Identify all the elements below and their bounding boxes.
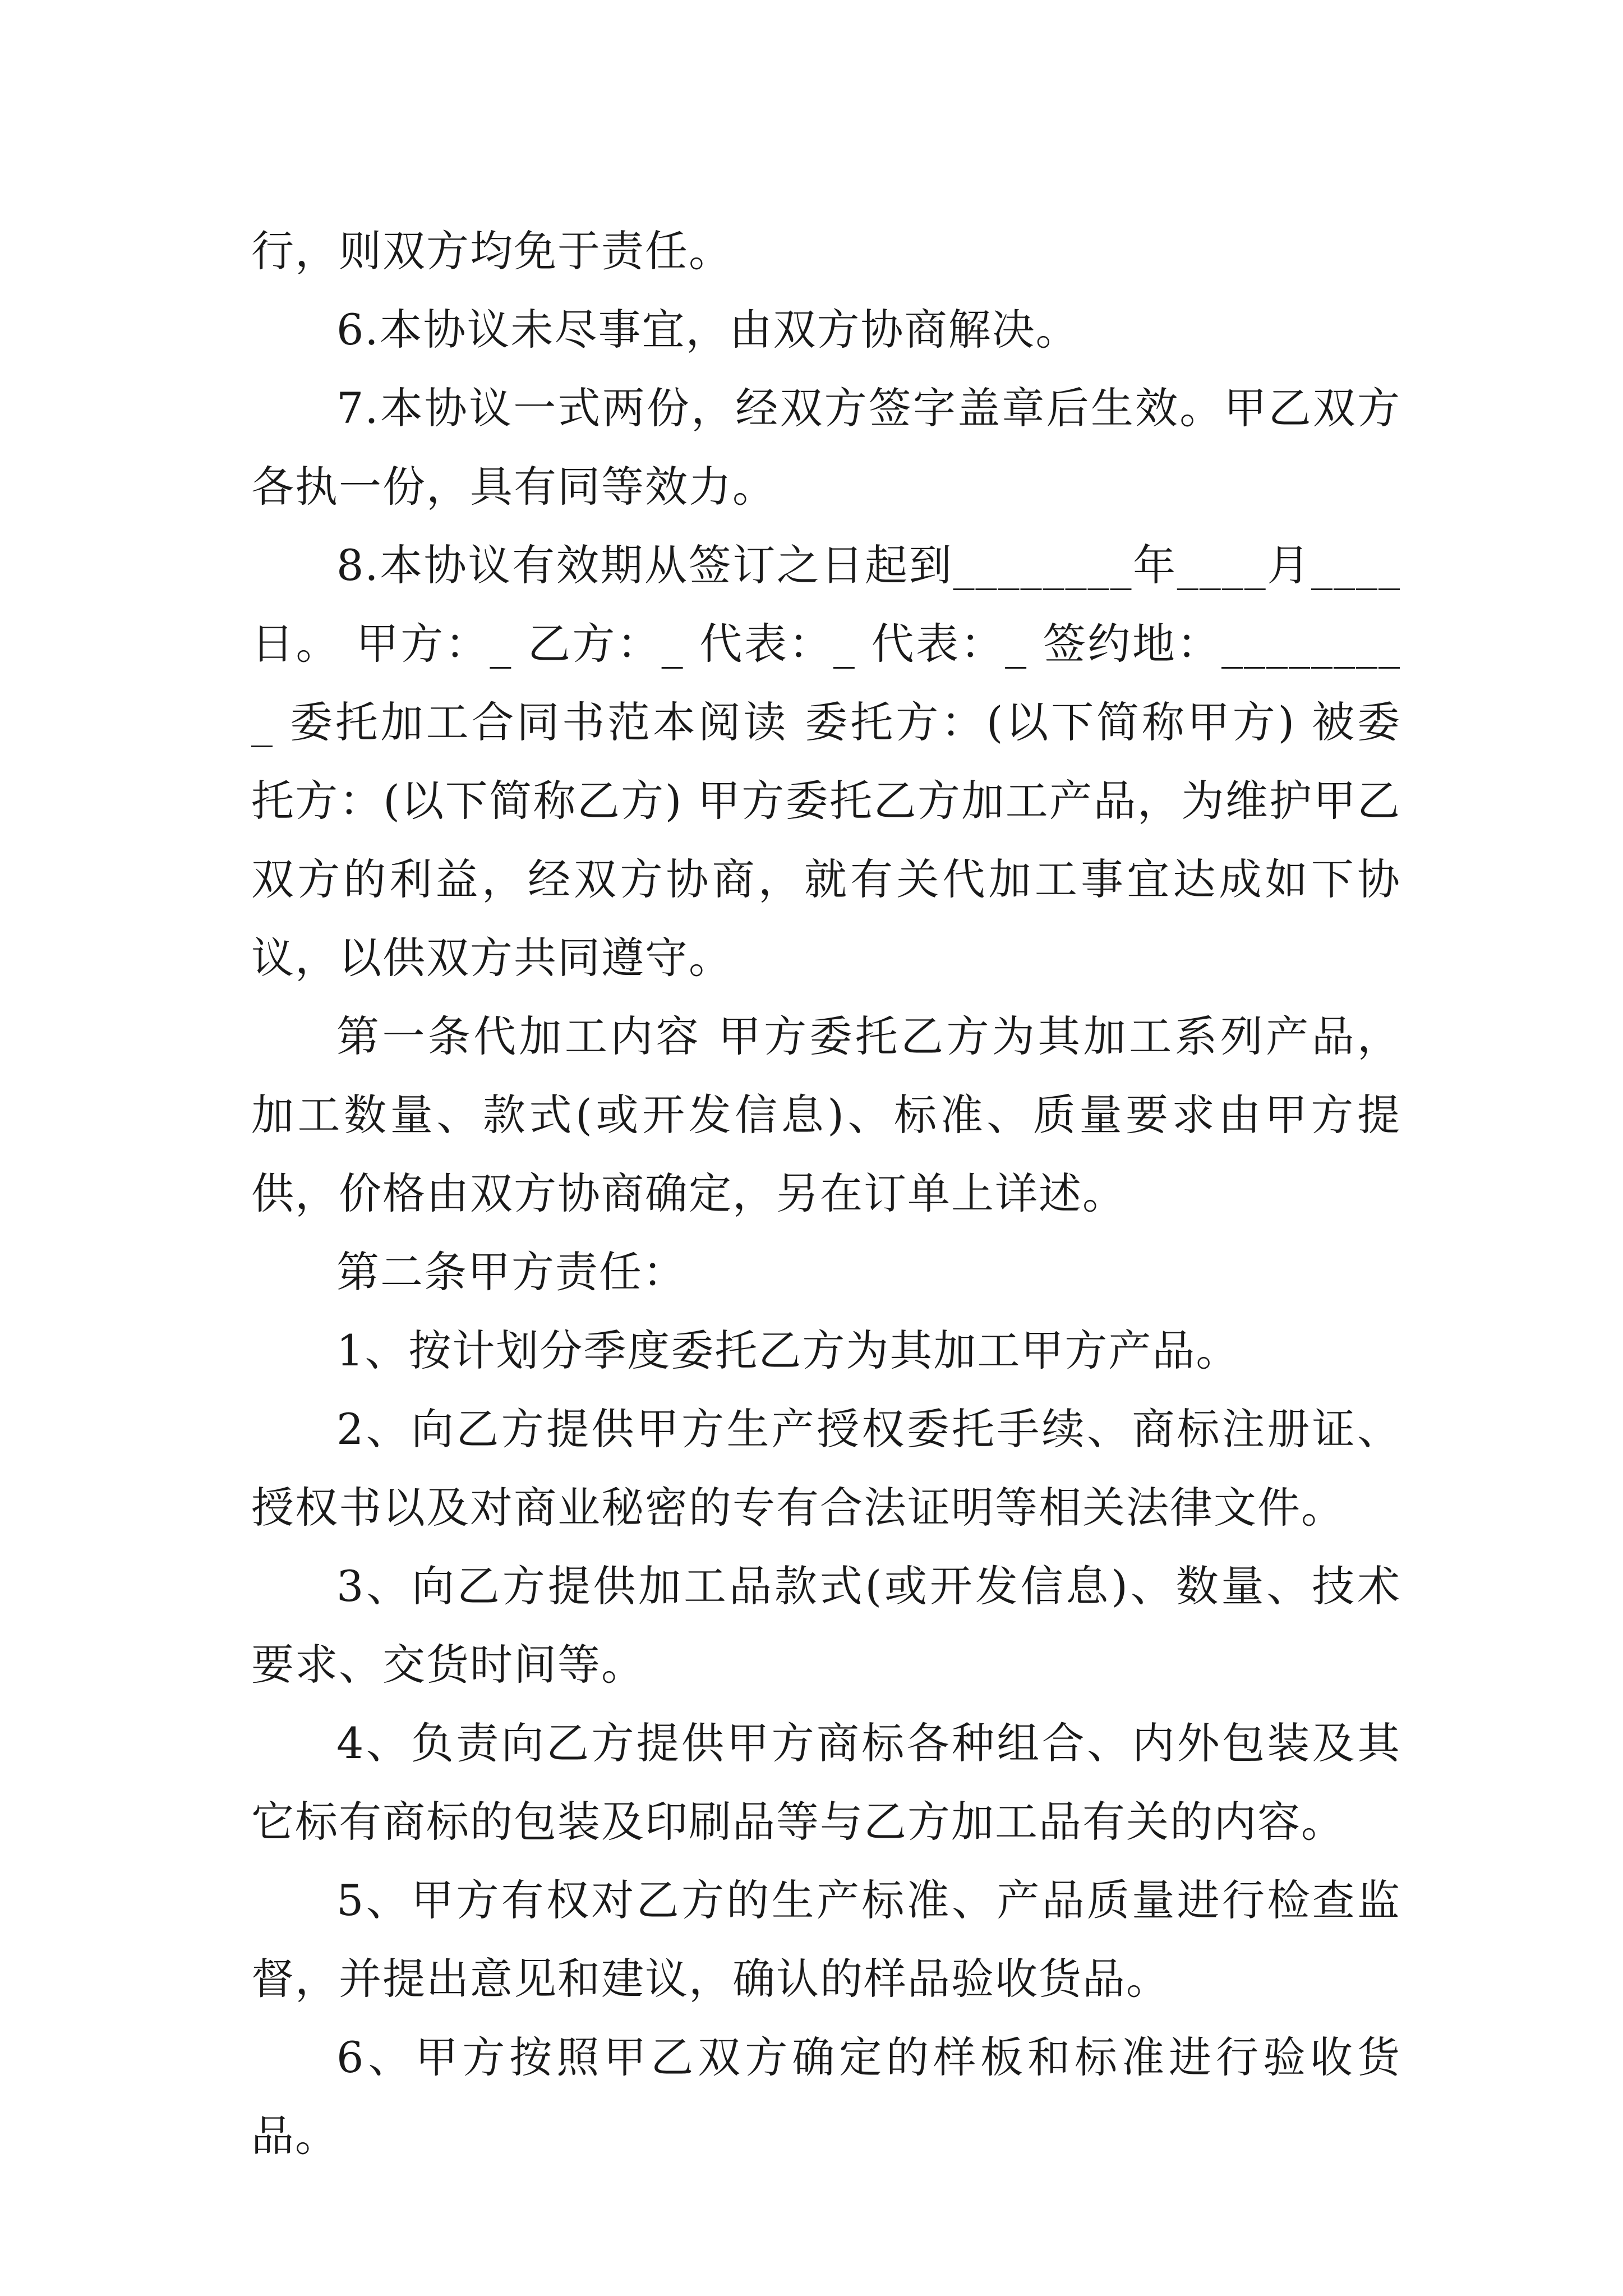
- paragraph-article-2-heading: 第二条甲方责任：: [336, 1247, 686, 1297]
- paragraph-continuation: 行，则双方均免于责任。: [251, 226, 732, 276]
- document-body: [251, 212, 1401, 2175]
- paragraph-clause-8: 8.本协议有效期从签订之日起到________年____月____日。 甲方：_ 乙方：_ 代表：_ 代表：_ 签约地：_________ 委托加工合同书范本阅读 委托方：(以下简称甲方) 被委托方：(以下简称乙方) 甲方委托乙方加工产品，为维护甲乙双方的利益，经双方协商，就有关代加工事宜达成如下协议，以供双方共同遵守。: [251, 540, 1401, 983]
- paragraph-clause-7: 7.本协议一式两份，经双方签字盖章后生效。甲乙双方各执一份，具有同等效力。: [251, 383, 1401, 512]
- paragraph-item-1: 1、按计划分季度委托乙方为其加工甲方产品。: [336, 1326, 1240, 1375]
- paragraph-clause-6: 6.本协议未尽事宜，由双方协商解决。: [336, 305, 1080, 355]
- paragraph-item-2: 2、向乙方提供甲方生产授权委托手续、商标注册证、授权书以及对商业秘密的专有合法证明等相关法律文件。: [251, 1404, 1401, 1533]
- paragraph-article-1: 第一条代加工内容 甲方委托乙方为其加工系列产品，加工数量、款式(或开发信息)、标准、质量要求由甲方提供，价格由双方协商确定，另在订单上详述。: [251, 1011, 1401, 1218]
- paragraph-item-4: 4、负责向乙方提供甲方商标各种组合、内外包装及其它标有商标的包装及印刷品等与乙方加工品有关的内容。: [251, 1718, 1401, 1847]
- paragraph-item-5: 5、甲方有权对乙方的生产标准、产品质量进行检查监督，并提出意见和建议，确认的样品验收货品。: [251, 1875, 1401, 2004]
- paragraph-item-3: 3、向乙方提供加工品款式(或开发信息)、数量、技术要求、交货时间等。: [251, 1561, 1401, 1690]
- paragraph-item-6: 6、甲方按照甲乙双方确定的样板和标准进行验收货品。: [251, 2032, 1401, 2161]
